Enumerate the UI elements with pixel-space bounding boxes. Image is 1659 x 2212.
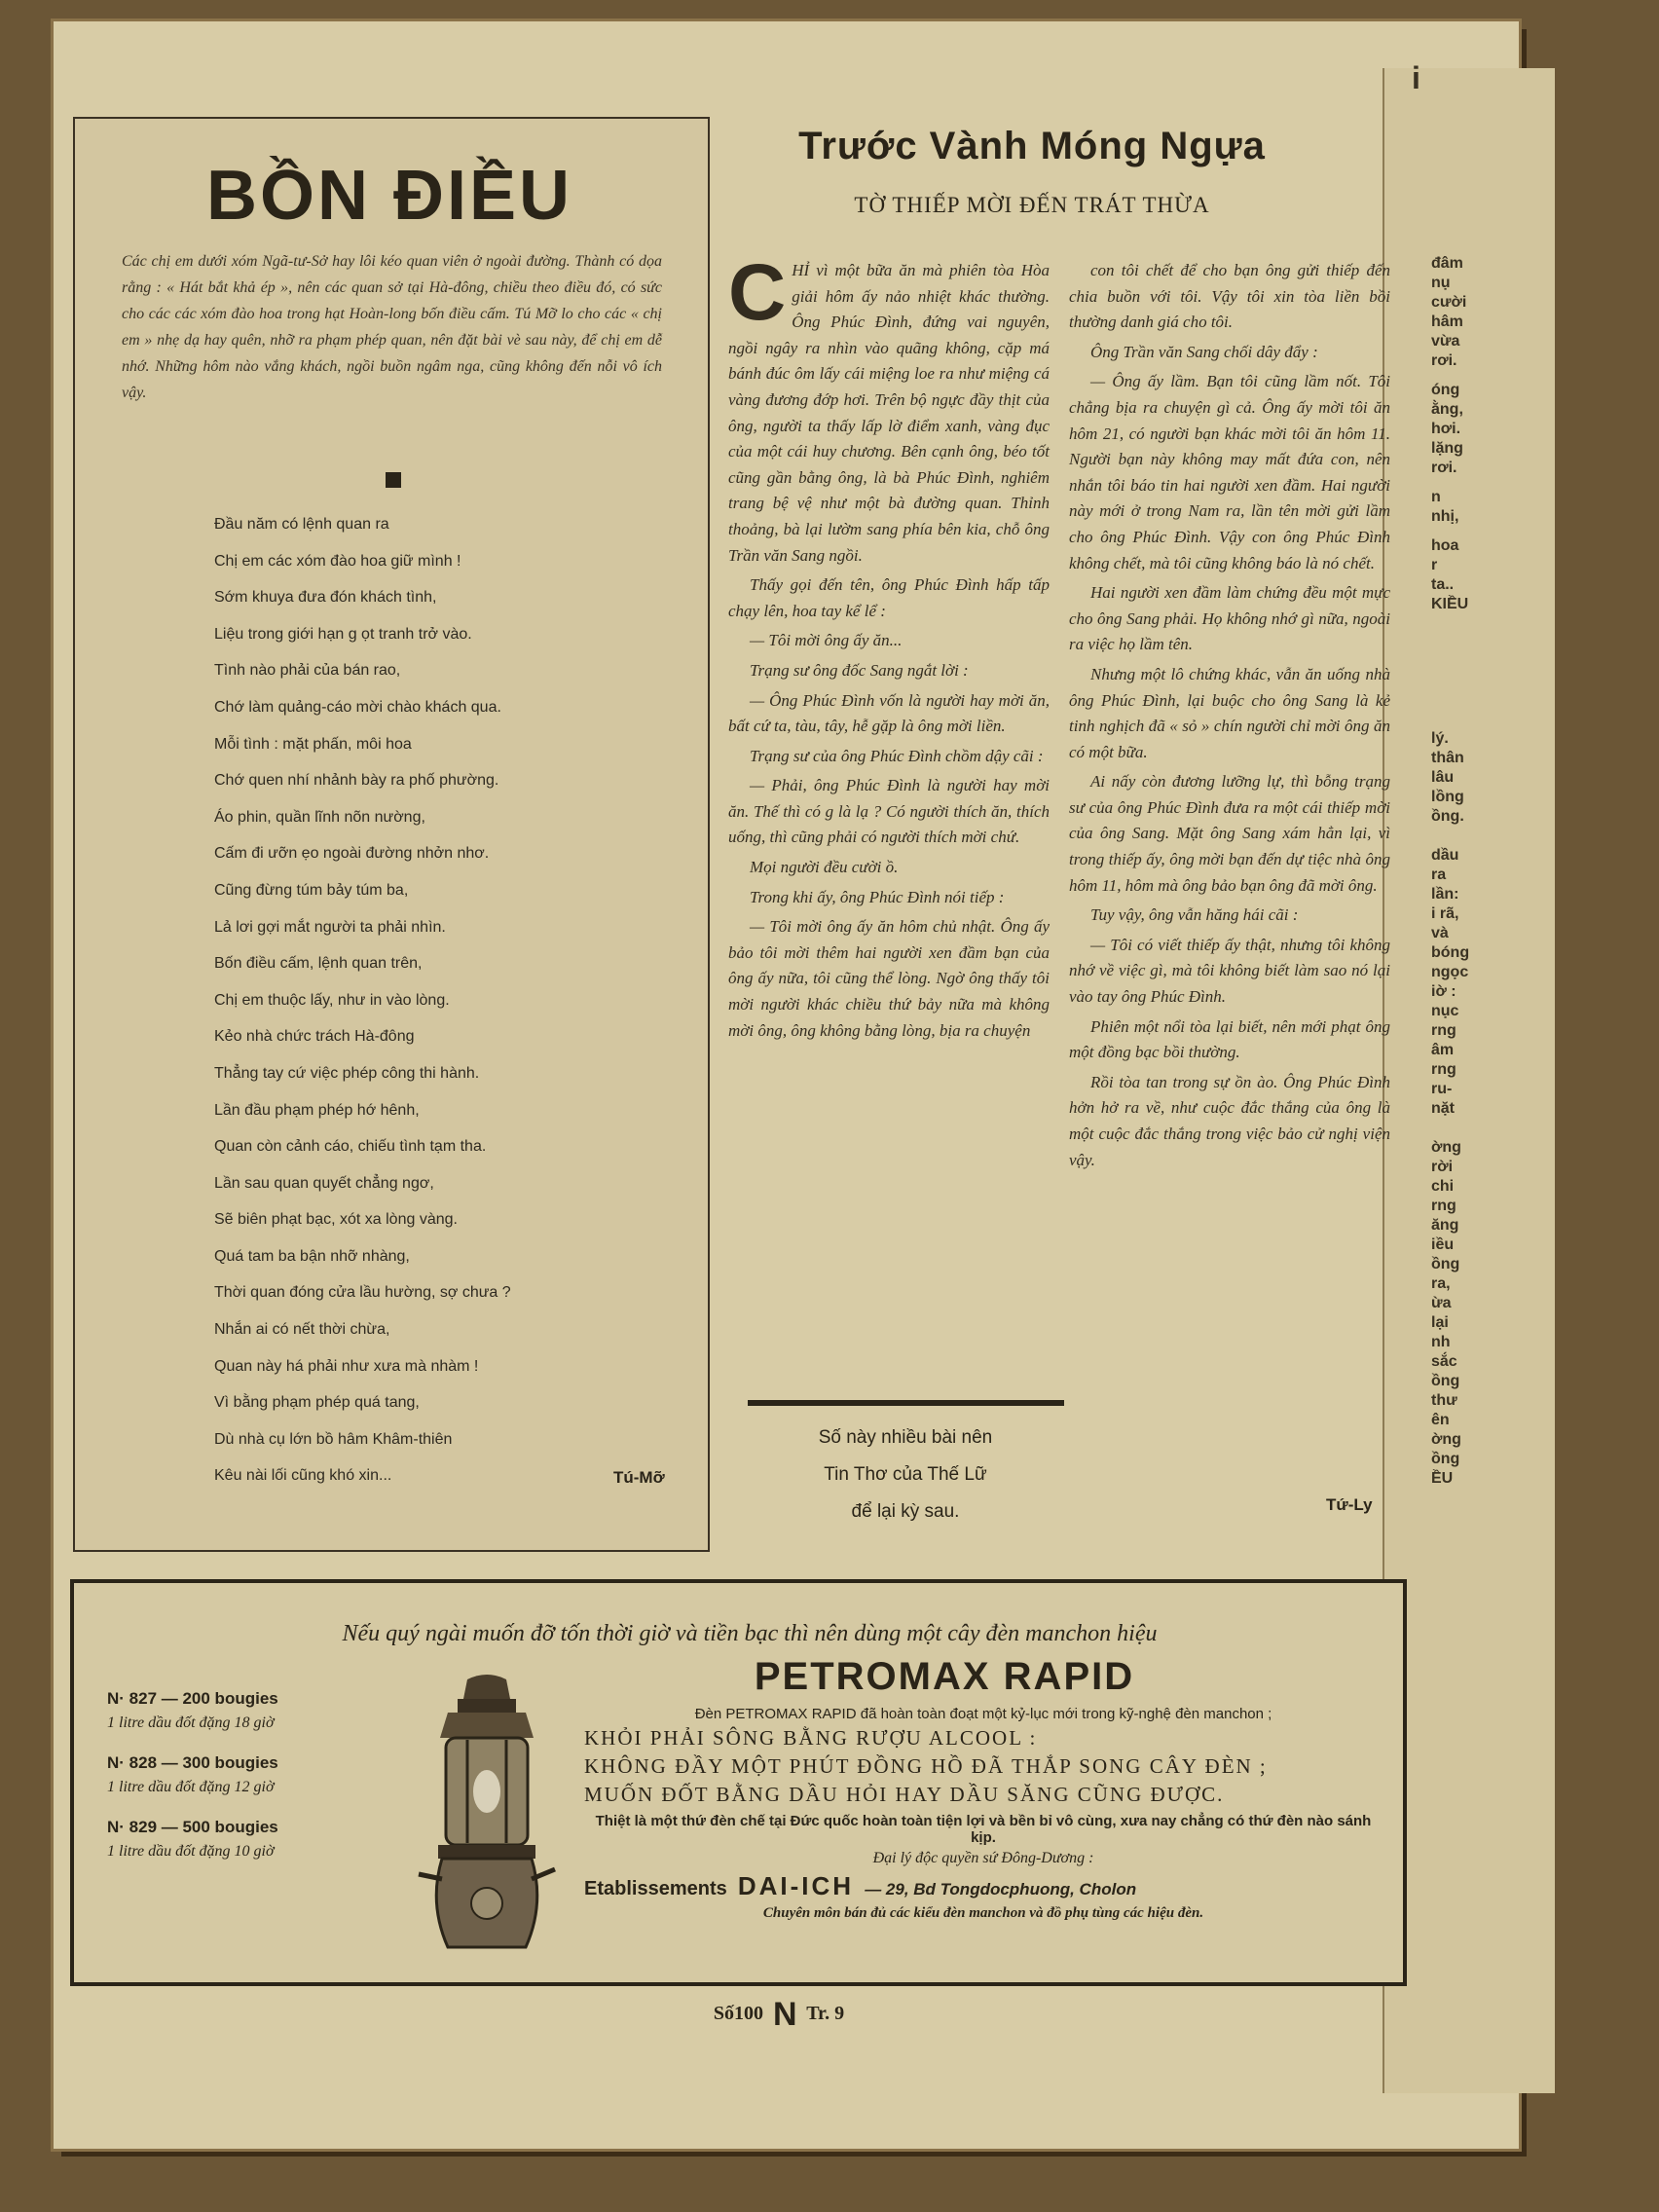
poem-line: Lả lơi gợi mắt người ta phải nhìn. bbox=[214, 918, 446, 936]
adjacent-page-fragment: ồng bbox=[1431, 1256, 1460, 1272]
adjacent-page-fragment: ờng bbox=[1431, 1431, 1461, 1448]
adjacent-page-fragment: lý. bbox=[1431, 730, 1449, 747]
adjacent-page-fragment: rng bbox=[1431, 1198, 1456, 1214]
adjacent-page-fragment: ỀU bbox=[1431, 1470, 1454, 1487]
article-paragraph: Rồi tòa tan trong sự ồn ào. Ông Phúc Đình hởn hở ra về, như cuộc đắc thắng của ông là một cuộc đắc thắng trong việc bảo cử nghị viện vậy. bbox=[1069, 1072, 1390, 1169]
adjacent-page-fragment: rời bbox=[1431, 1159, 1454, 1175]
article-paragraph: Hai người xen đầm làm chứng đều một mực cho ông Sang phải. Họ không nhớ gì nữa, ngoài ra việc họ lầm tên. bbox=[1069, 583, 1390, 654]
ad-model-name: N· 829 — 500 bougies bbox=[107, 1818, 278, 1836]
article-paragraph: — Tôi mời ông ấy ăn... bbox=[750, 631, 903, 650]
adjacent-page-fragment: iều bbox=[1431, 1236, 1455, 1253]
ad-model-desc: 1 litre dầu đốt đặng 12 giờ bbox=[107, 1779, 275, 1795]
poem-line: Quan này há phải như xưa mà nhàm ! bbox=[214, 1357, 479, 1375]
ad-tagline: Nếu quý ngài muốn đỡ tốn thời giờ và tiền bạc thì nên dùng một cây đèn manchon hiệu bbox=[342, 1621, 1158, 1646]
adjacent-page-fragment: thân bbox=[1431, 750, 1464, 766]
ad-model-name: N· 827 — 200 bougies bbox=[107, 1689, 278, 1708]
ad-line-1: Đèn PETROMAX RAPID đã hoàn toàn đoạt một kỷ-lục mới trong kỹ-nghệ đèn manchon ; bbox=[694, 1706, 1272, 1722]
ad-model-item bbox=[107, 1818, 389, 1861]
adjacent-page-fragment: iờ : bbox=[1431, 983, 1456, 1000]
ad-model-desc: 1 litre dầu đốt đặng 10 giờ bbox=[107, 1843, 275, 1860]
poem-line: Kẻo nhà chức trách Hà-đông bbox=[214, 1028, 415, 1046]
article-signature: Tứ-Ly bbox=[1326, 1495, 1373, 1514]
masthead-logo-icon: N bbox=[773, 1996, 797, 2033]
adjacent-page-fragment: rơi. bbox=[1431, 460, 1457, 476]
poem-line: Cấm đi ưỡn ẹo ngoài đường nhởn nhơ. bbox=[214, 845, 490, 863]
article-paragraph: — Phải, ông Phúc Đình là người hay mời ăn. Thế thì có g là lạ ? Có người thích ăn, thích uống, thì cũng phải có người thích mời chứ. bbox=[728, 776, 1050, 847]
article-paragraph: Thấy gọi đến tên, ông Phúc Đình hấp tấp chạy lên, hoa tay kể lể : bbox=[728, 575, 1050, 620]
article-paragraph: Trạng sư của ông Phúc Đình chồm dậy cãi : bbox=[750, 746, 1044, 765]
poem-line: Sẽ biên phạt bạc, xót xa lòng vàng. bbox=[214, 1211, 458, 1229]
ad-caps-line: MUỐN ĐỐT BẰNG DẦU HỎI HAY DẦU SĂNG CŨNG ĐƯỢC. bbox=[584, 1783, 1225, 1806]
adjacent-page-fragment: lặng bbox=[1431, 440, 1463, 457]
poem-intro: Các chị em dưới xóm Ngã-tư-Sở hay lôi kéo quan viên ở ngoài đường. Thành có dọa rằng : « Hát bắt khả ép », nên các quan sở tại Hà-đông, chiều theo điều đó, có sức cho các các xóm đào hoa trong hạt Hoàn-long bốn điều cấm. Tú Mỡ lo cho các « chị em » nhẹ dạ hay quên, nhỡ ra phạm phép quan, nên đặt bài vè sau này, để chị em dễ nhớ. Những hôm nào vắng khách, ngồi buồn ngâm nga, cũng không đến nỗi vô ích vậy. bbox=[122, 253, 662, 401]
adjacent-page-fragment: ra bbox=[1431, 866, 1447, 883]
article-paragraph: Ai nấy còn đương lưỡng lự, thì bỗng trạng sư của ông Phúc Đình đưa ra một cái thiếp mời của ông Sang. Mặt ông Sang xám hẳn lại, vì trong thiếp ấy, ông mời bạn đến dự tiệc nhà ông hôm 11, hôm mà ông bảo bạn ông đã mời ông. bbox=[1069, 772, 1390, 895]
adjacent-page-fragment: nụ bbox=[1431, 275, 1451, 291]
article-paragraph: — Tôi mời ông ấy ăn hôm chủ nhật. Ông ấy bảo tôi mời thêm hai người xen đầm bạn của ông ấy nữa, tôi cũng thể lòng. Ngờ ông thấy tôi mời người khác chiều thứ bảy nữa mà không mời ông, ông không bằng lòng, bịa ra chuyện bbox=[728, 917, 1050, 1040]
article-paragraph: Nhưng một lô chứng khác, vẫn ăn uống nhà ông Phúc Đình, lại buộc cho ông Sang là kẻ tinh nghịch đã « sỏ » chín người chỉ mời ông ăn có một bữa. bbox=[1069, 664, 1390, 761]
adjacent-page-fragment: ờng bbox=[1431, 1139, 1461, 1156]
article-paragraph: con tôi chết để cho bạn ông gửi thiếp đến chia buồn với tôi. Vậy tôi xin tòa liền bồi thường danh giá cho tôi. bbox=[1069, 261, 1390, 332]
poem-line: Thẳng tay cứ việc phép công thi hành. bbox=[214, 1064, 480, 1082]
poem-line: Nhắn ai có nết thời chừa, bbox=[214, 1321, 390, 1339]
article-paragraph: Trong khi ấy, ông Phúc Đình nói tiếp : bbox=[750, 887, 1005, 906]
article-paragraph: — Ông ấy lầm. Bạn tôi cũng lầm nốt. Tôi chẳng bịa ra chuyện gì cả. Ông ấy mời tôi ăn hôm 21, có người bạn khác mời tôi ăn hôm 11. Người bạn này không may mất đứa con, nên nhắn tôi báo tin hai người xen đầm. Hai người này mới ở trong Nam ra, lần tên mời gửi lầm cho ông Phúc Đình. Vậy con ông Phúc Đình không chết, mà tôi cũng không báo là nó chết. bbox=[1069, 372, 1390, 572]
adjacent-page-fragment: óng bbox=[1431, 382, 1460, 398]
article-paragraph: Trạng sư ông đốc Sang ngắt lời : bbox=[750, 660, 969, 680]
ad-etab-address: — 29, Bd Tongdocphuong, Cholon bbox=[865, 1880, 1137, 1899]
adjacent-page-fragment: hâm bbox=[1431, 313, 1463, 330]
adjacent-page-fragment: ăng bbox=[1431, 1217, 1459, 1234]
ad-establishment bbox=[584, 1871, 1382, 1901]
poem-line: Mỗi tình : mặt phấn, môi hoa bbox=[214, 735, 412, 753]
article-paragraph: — Ông Phúc Đình vốn là người hay mời ăn, bất cứ ta, tàu, tây, hễ gặp là ông mời liền. bbox=[728, 690, 1050, 736]
ad-footer: Chuyên môn bán đủ các kiểu đèn manchon và đồ phụ tùng các hiệu đèn. bbox=[762, 1905, 1204, 1921]
poem-line: Quá tam ba bận nhỡ nhàng, bbox=[214, 1247, 410, 1265]
poem-line: Sớm khuya đưa đón khách tình, bbox=[214, 589, 437, 607]
adjacent-page-fragment: lại bbox=[1431, 1314, 1449, 1331]
article-paragraph: Ông Trần văn Sang chối dây đẩy : bbox=[1090, 342, 1318, 361]
adjacent-page-fragment: vừa bbox=[1431, 333, 1460, 350]
adjacent-page-fragment: sắc bbox=[1431, 1353, 1457, 1370]
adjacent-page-fragment: i rã, bbox=[1431, 905, 1459, 922]
issue-number: Số100 bbox=[713, 2003, 763, 2025]
article-paragraph: Phiên một nổi tòa lại biết, nên mới phạt ông một đồng bạc bồi thường. bbox=[1069, 1016, 1390, 1062]
adjacent-page-fragment: ru- bbox=[1431, 1081, 1453, 1097]
adjacent-page-fragment: cười bbox=[1431, 294, 1467, 311]
ornament-square bbox=[386, 472, 401, 488]
article-paragraph: Tuy vậy, ông vẫn hăng hái cãi : bbox=[1090, 905, 1299, 925]
ad-etab-prefix: Etablissements bbox=[584, 1878, 727, 1899]
page-footer bbox=[633, 1996, 925, 2034]
poem-line: Vì bằng phạm phép quá tang, bbox=[214, 1394, 420, 1412]
article-paragraph: Mọi người đều cười ồ. bbox=[750, 858, 899, 877]
adjacent-page-fragment: i bbox=[1412, 60, 1420, 95]
poem-line: Kêu nài lối cũng khó xin... bbox=[214, 1467, 392, 1485]
adjacent-page-fragment: rng bbox=[1431, 1061, 1456, 1078]
poem-line: Liệu trong giới hạn g ọt tranh trở vào. bbox=[214, 625, 472, 643]
poem-line: Dù nhà cụ lớn bồ hâm Khâm-thiên bbox=[214, 1430, 453, 1448]
editor-note-line: để lại kỳ sau. bbox=[851, 1501, 960, 1522]
ad-caps-line: KHÔNG ĐẦY MỘT PHÚT ĐỒNG HỒ ĐÃ THẮP SONG CÂY ĐÈN ; bbox=[584, 1754, 1268, 1778]
adjacent-page-fragment: nh bbox=[1431, 1334, 1451, 1350]
poem-line: Lần sau quan quyết chẳng ngơ, bbox=[214, 1174, 434, 1192]
lantern-icon bbox=[409, 1670, 565, 1957]
ad-caps-line: KHỎI PHẢI SÔNG BẰNG RƯỢU ALCOOL : bbox=[584, 1726, 1038, 1750]
poem-line: Cũng đừng túm bảy túm ba, bbox=[214, 881, 409, 899]
poem-title: BỒN ĐIỀU bbox=[205, 157, 573, 235]
adjacent-page-fragment: thư bbox=[1431, 1392, 1457, 1409]
adjacent-page-strip bbox=[1382, 68, 1555, 2093]
poem-line: Thời quan đóng cửa lầu hường, sợ chưa ? bbox=[214, 1284, 511, 1302]
ad-brand: PETROMAX RAPID bbox=[754, 1655, 1135, 1698]
poem-line: Áo phin, quần lĩnh nõn nường, bbox=[214, 808, 425, 826]
ad-model-item bbox=[107, 1753, 389, 1796]
adjacent-page-fragment: ồng bbox=[1431, 1451, 1460, 1467]
page-number: Tr. 9 bbox=[806, 2003, 845, 2025]
adjacent-page-fragment: nục bbox=[1431, 1003, 1459, 1019]
adjacent-page-fragment: nhị, bbox=[1431, 508, 1459, 525]
poem-signature: Tú-Mỡ bbox=[613, 1468, 665, 1487]
ad-model-item bbox=[107, 1689, 389, 1732]
adjacent-page-fragment: ằng, bbox=[1431, 401, 1463, 418]
adjacent-page-fragment: r bbox=[1431, 557, 1438, 573]
adjacent-page-fragment: âm bbox=[1431, 1042, 1455, 1058]
article-lead-paragraph: HỈ vì một bữa ăn mà phiên tòa Hòa giải hôm ấy nảo nhiệt khác thường. Ông Phúc Đình, đứng vai nguyên, ngồi ngây ra nhìn vào quãng không, cặp má bánh đúc ôm lấy cái miệng loe ra như miệng cá vàng đương đớp hơi. Trên bộ ngực đầy thịt của ông, người ta thấy lấp lờ điểm xanh, vàng đục của một cái huy chương. Bên cạnh ông, béo tốt cũng gần bằng ông, là bà Phúc Đình, nghiêm trang bệ vệ như một bà đường quan. Thỉnh thoảng, bà lại lườm sang phía bên kia, chỗ ông Trần văn Sang ngồi. bbox=[728, 261, 1050, 565]
adjacent-page-fragment: rơi. bbox=[1431, 352, 1457, 369]
poem-line: Lần đầu phạm phép hớ hênh, bbox=[214, 1101, 420, 1119]
article-subtitle: TỜ THIẾP MỜI ĐẾN TRÁT THỪA bbox=[854, 193, 1210, 217]
column-rule bbox=[748, 1400, 1064, 1406]
adjacent-page-fragment: ồng bbox=[1431, 1373, 1460, 1389]
adjacent-page-fragment: ngọc bbox=[1431, 964, 1469, 980]
adjacent-page-fragment: hoa bbox=[1431, 537, 1459, 554]
article-column-1 bbox=[728, 248, 1050, 1048]
article-column-2 bbox=[1069, 258, 1390, 1177]
poem-line: Chị em thuộc lấy, như in vào lòng. bbox=[214, 991, 450, 1009]
ad-model-list bbox=[107, 1689, 389, 1882]
adjacent-page-fragment: bóng bbox=[1431, 944, 1470, 961]
adjacent-page-fragment: dầu bbox=[1431, 847, 1459, 864]
adjacent-page-fragment: KIỀU bbox=[1431, 596, 1469, 612]
poem-line: Đầu năm có lệnh quan ra bbox=[214, 516, 389, 533]
article-title: Trước Vành Móng Ngựa bbox=[798, 125, 1266, 167]
poem-lines bbox=[214, 506, 511, 1494]
drop-cap: C bbox=[728, 248, 787, 337]
adjacent-page-fragment: chi bbox=[1431, 1178, 1455, 1195]
adjacent-page-fragment: ra, bbox=[1431, 1275, 1451, 1292]
poem-line: Quan còn cảnh cáo, chiếu tình tạm tha. bbox=[214, 1138, 487, 1156]
adjacent-page-fragment: đâm bbox=[1431, 255, 1463, 272]
adjacent-page-fragment: ta.. bbox=[1431, 576, 1455, 593]
poem-line: Chớ làm quảng-cáo mời chào khách qua. bbox=[214, 698, 501, 716]
adjacent-page-fragment: nặt bbox=[1431, 1100, 1455, 1117]
poem-line: Chớ quen nhí nhảnh bày ra phố phường. bbox=[214, 772, 499, 790]
adjacent-page-fragment: và bbox=[1431, 925, 1449, 941]
ad-body bbox=[584, 1706, 1382, 1922]
ad-agent: Đại lý độc quyền sứ Đông-Dương : bbox=[872, 1850, 1094, 1866]
poem-line: Bốn điều cấm, lệnh quan trên, bbox=[214, 955, 423, 973]
adjacent-page-fragment: n bbox=[1431, 489, 1441, 505]
adjacent-page-fragment: lồng bbox=[1431, 789, 1464, 805]
ad-model-desc: 1 litre dầu đốt đặng 18 giờ bbox=[107, 1714, 275, 1731]
adjacent-page-fragment: ừa bbox=[1431, 1295, 1452, 1311]
adjacent-page-fragment: lần: bbox=[1431, 886, 1459, 903]
adjacent-page-fragment: lâu bbox=[1431, 769, 1455, 786]
editor-note-line: Số này nhiều bài nên bbox=[818, 1427, 993, 1448]
article-paragraph: — Tôi có viết thiếp ấy thật, nhưng tôi không nhớ về việc gì, mà tôi không biết làm sao nó lại vào tay ông Phúc Đình. bbox=[1069, 935, 1390, 1007]
editor-note bbox=[740, 1419, 1071, 1530]
ad-claim: Thiệt là một thứ đèn chế tại Đức quốc hoàn toàn tiện lợi và bền bỉ vô cùng, xưa nay chẳng có thứ đèn nào sánh kịp. bbox=[595, 1813, 1372, 1846]
adjacent-page-fragment: rng bbox=[1431, 1022, 1456, 1039]
adjacent-page-fragment: ên bbox=[1431, 1412, 1450, 1428]
adjacent-page-fragment: ồng. bbox=[1431, 808, 1464, 825]
ad-model-name: N· 828 — 300 bougies bbox=[107, 1753, 278, 1772]
editor-note-line: Tin Thơ của Thế Lữ bbox=[824, 1464, 987, 1485]
ad-etab-name: DAI-ICH bbox=[737, 1871, 855, 1900]
poem-line: Chị em các xóm đào hoa giữ mình ! bbox=[214, 552, 461, 570]
adjacent-page-fragment: hơi. bbox=[1431, 421, 1461, 437]
poem-line: Tình nào phải của bán rao, bbox=[214, 662, 401, 680]
